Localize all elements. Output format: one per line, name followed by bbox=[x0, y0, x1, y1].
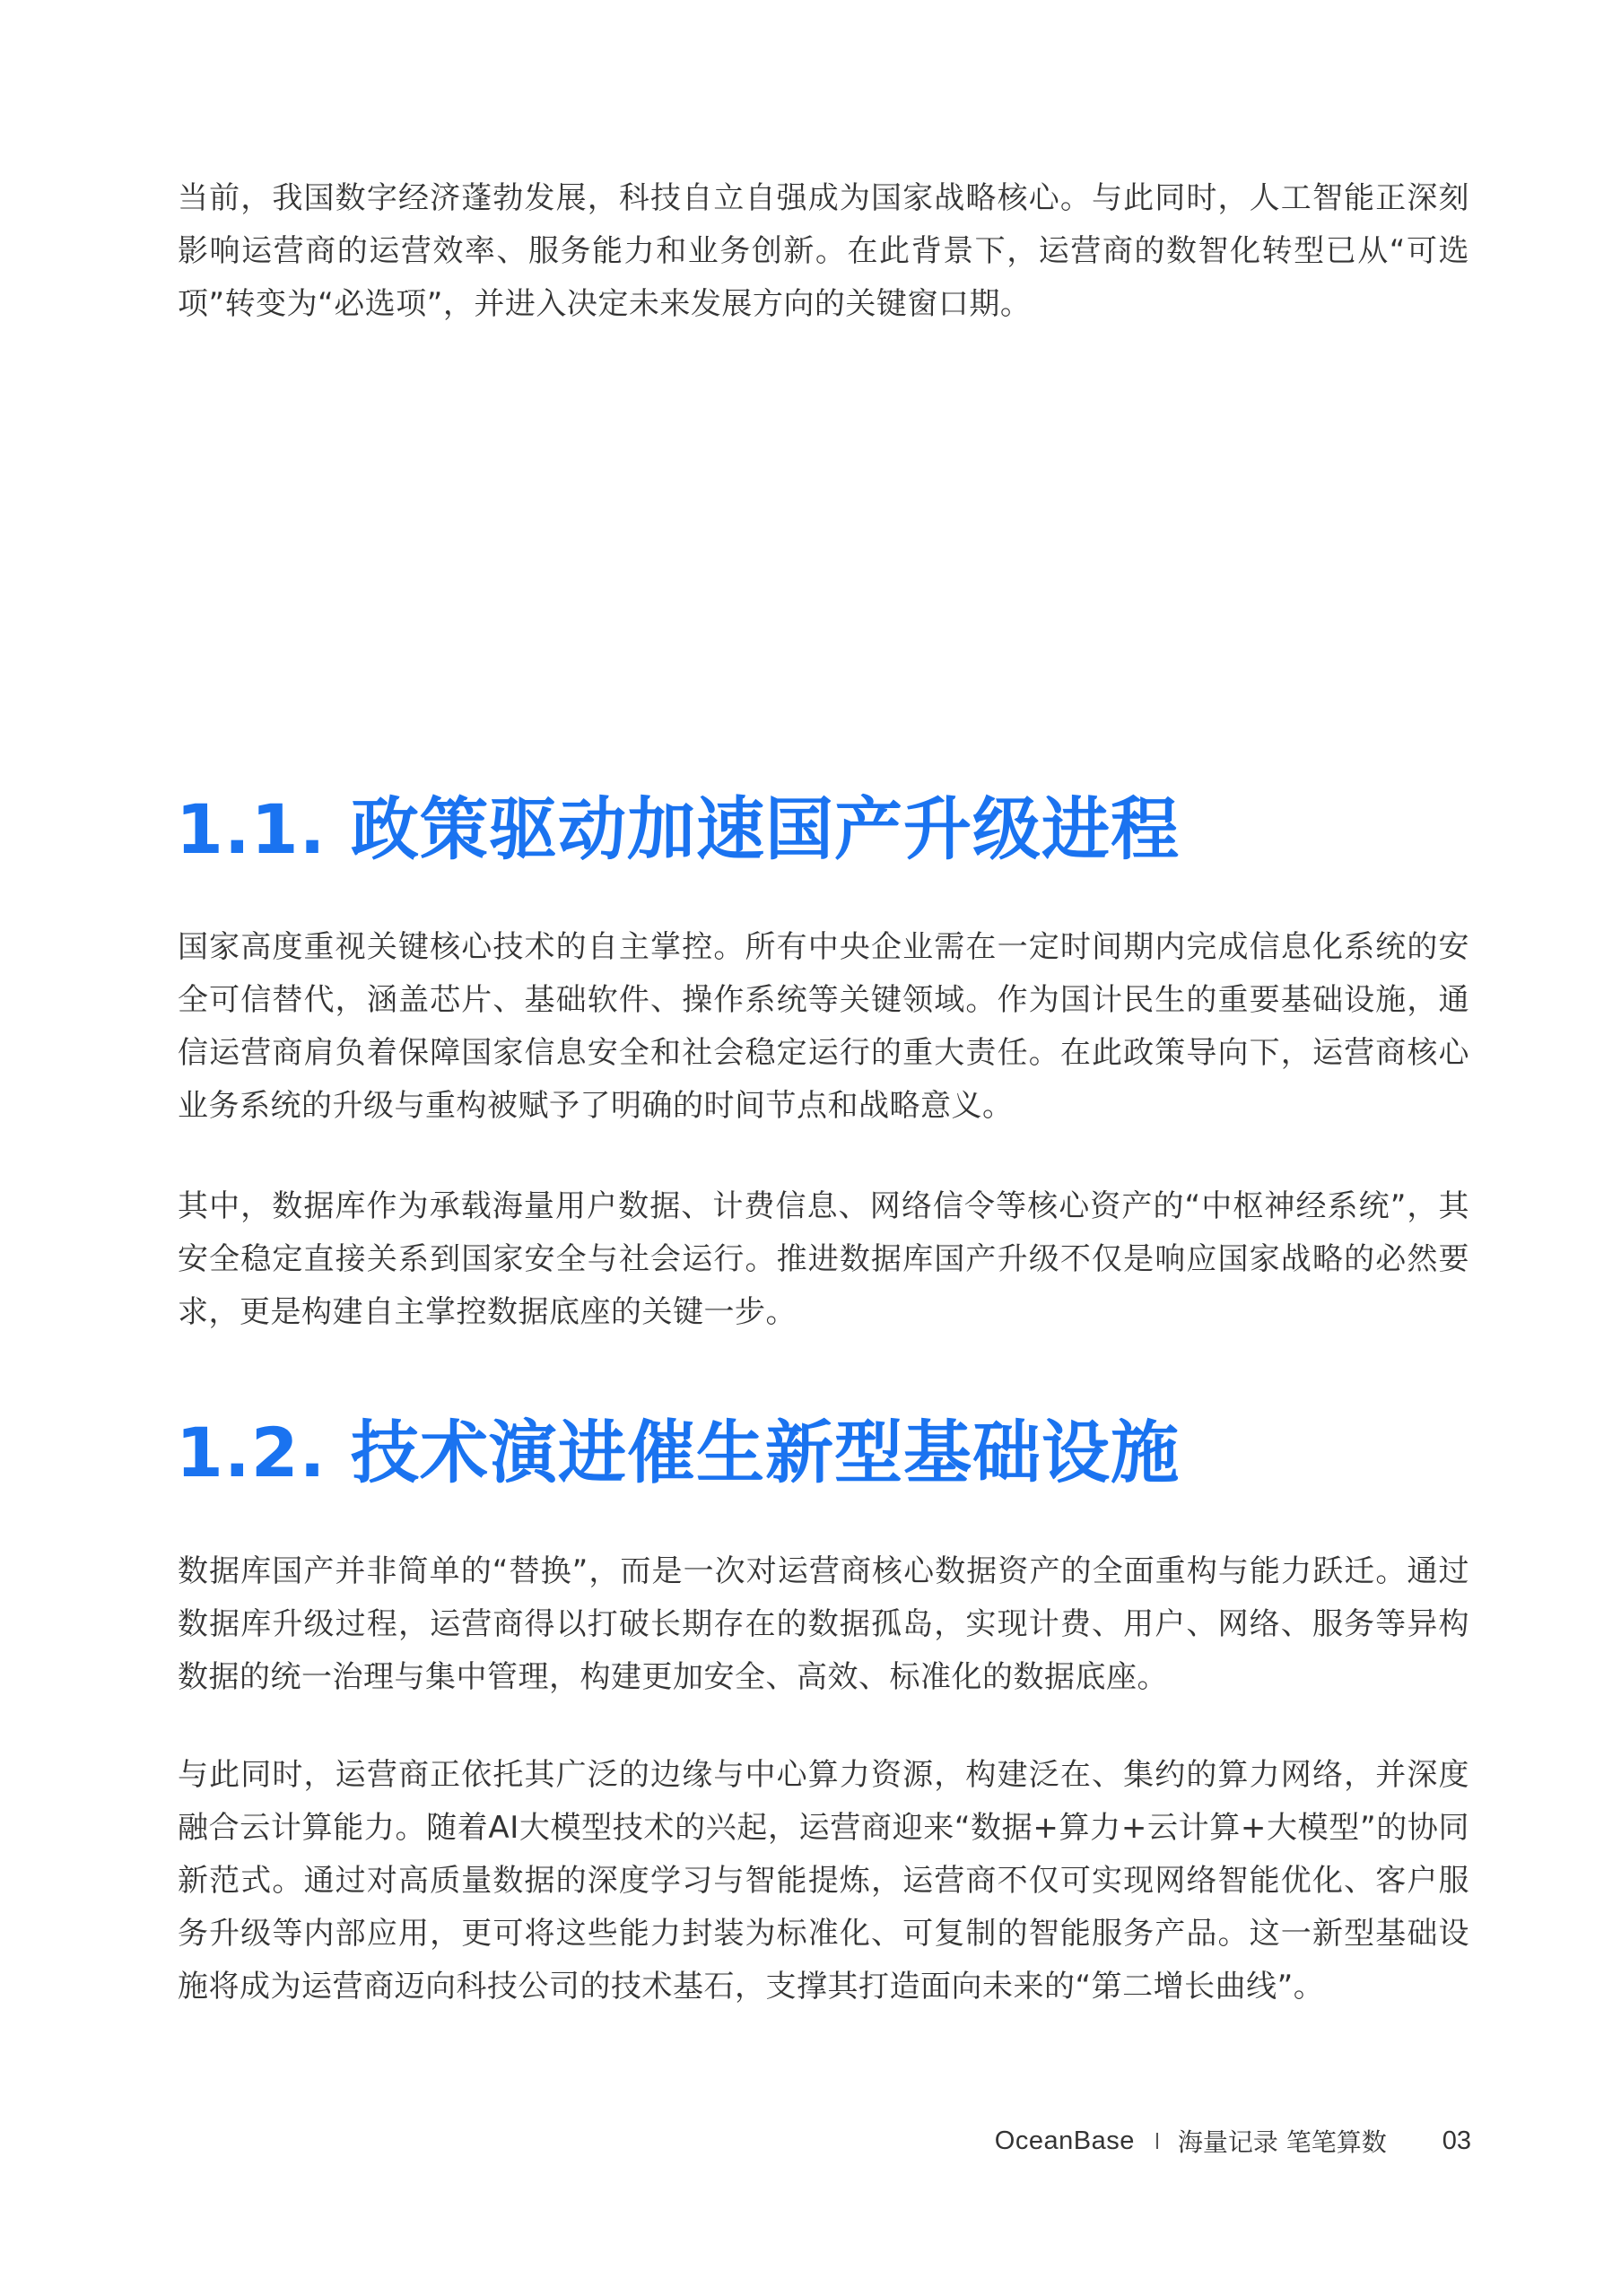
section-1-1-paragraph-1: 国家高度重视关键核心技术的自主掌控。所有中央企业需在一定时间期内完成信息化系统的安全可信替代，涵盖芯片、基础软件、操作系统等关键领域。作为国计民生的重要基础设施，通信运营商肩负着保障国家信息安全和社会稳定运行的重大责任。在此政策导向下，运营商核心业务系统的升级与重构被赋予了明确的时间节点和战略意义。 bbox=[178, 929, 1469, 1124]
intro-paragraph: 当前，我国数字经济蓬勃发展，科技自立自强成为国家战略核心。与此同时，人工智能正深刻影响运营商的运营效率、服务能力和业务创新。在此背景下，运营商的数智化转型已从“可选项”转变为“必选项”，并进入决定未来发展方向的关键窗口期。 bbox=[178, 180, 1469, 322]
footer-brand: OceanBase bbox=[994, 2126, 1135, 2155]
footer-separator bbox=[1156, 2133, 1158, 2149]
section-heading-1-2: 1.2. 技术演进催生新型基础设施 bbox=[176, 1413, 1180, 1492]
footer-slogan: 海量记录 笔笔算数 bbox=[1177, 2127, 1387, 2157]
page-footer bbox=[987, 2123, 1471, 2159]
section-heading-1-1: 1.1. 政策驱动加速国产升级进程 bbox=[176, 789, 1180, 869]
section-1-1-paragraph-2: 其中，数据库作为承载海量用户数据、计费信息、网络信令等核心资产的“中枢神经系统”，其安全稳定直接关系到国家安全与社会运行。推进数据库国产升级不仅是响应国家战略的必然要求，更是构建自主掌控数据底座的关键一步。 bbox=[178, 1188, 1469, 1330]
page-number: 03 bbox=[1442, 2126, 1471, 2155]
section-1-2-paragraph-1: 数据库国产并非简单的“替换”，而是一次对运营商核心数据资产的全面重构与能力跃迁。通过数据库升级过程，运营商得以打破长期存在的数据孤岛，实现计费、用户、网络、服务等异构数据的统一治理与集中管理，构建更加安全、高效、标准化的数据底座。 bbox=[178, 1553, 1469, 1695]
section-1-2-paragraph-2: 与此同时，运营商正依托其广泛的边缘与中心算力资源，构建泛在、集约的算力网络，并深度融合云计算能力。随着AI大模型技术的兴起，运营商迎来“数据+算力+云计算+大模型”的协同新范式。通过对高质量数据的深度学习与智能提炼，运营商不仅可实现网络智能优化、客户服务升级等内部应用，更可将这些能力封装为标准化、可复制的智能服务产品。这一新型基础设施将成为运营商迈向科技公司的技术基石，支撑其打造面向未来的“第二增长曲线”。 bbox=[178, 1757, 1469, 2005]
